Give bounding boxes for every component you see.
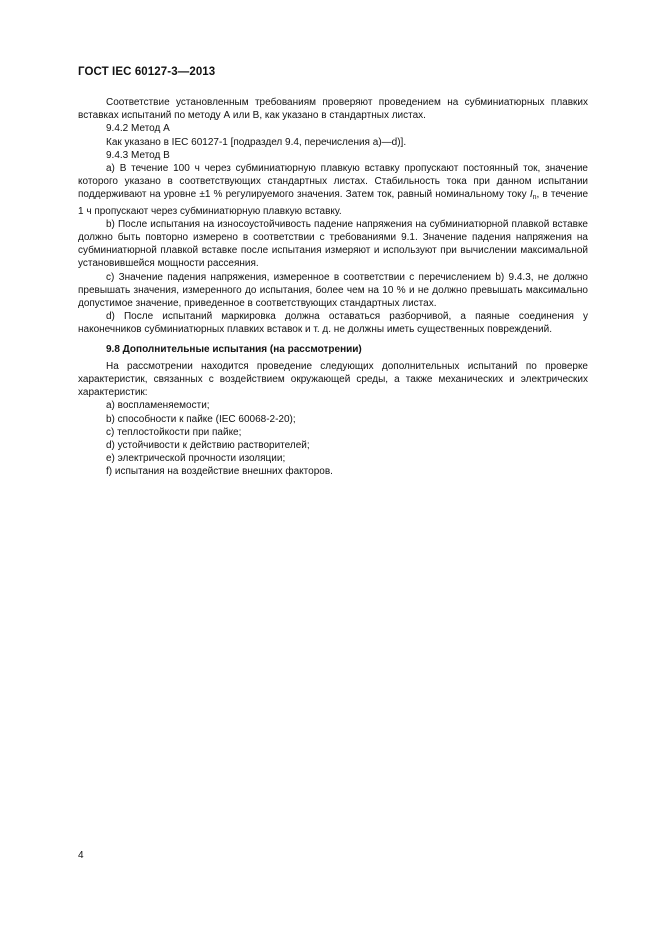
page-number: 4 [78,850,84,861]
method-b-item-a [78,162,588,218]
rated-current-symbol: I [529,189,533,201]
document-body [78,96,588,479]
list-item: с) теплостойкости при пайке; [106,426,242,438]
method-a-text: Как указано в IEC 60127-1 [подраздел 9.4, перечисления а)—d)]. [106,136,407,148]
method-b-item-d: d) После испытаний маркировка должна оставаться разборчивой, а паяные соединения у наконечников субминиатюрных плавких вставок и т. д. не должны иметь существенных повреждений. [78,311,588,336]
method-b-item-a-pre: а) В течение 100 ч через субминиатюрную плавкую вставку пропускают постоянный ток, значение которого указано в соответствующих стандартных листах. Стабильность тока при данном испытании поддерживают на уровне ±1 % регулируемого значения. Затем ток, равный номинальному току [78,163,588,201]
method-a-heading: 9.4.2 Метод А [106,123,170,135]
rated-current-subscript: n [532,194,537,202]
method-b-heading: 9.4.3 Метод В [106,149,170,161]
document-header: ГОСТ IEC 60127-3—2013 [78,66,216,78]
list-item: а) воспламеняемости; [106,400,210,412]
method-b-item-b: b) После испытания на износоустойчивость падение напряжения на субминиатюрной плавкой вставке должно быть повторно измерено в соответствии с требованиями 9.1. Значение падения напряжения на субминиатюрной плавкой вставке после испытания измеряют и используют при вычислении максимальной установившейся мощности рассеяния. [78,218,588,270]
section-9-8-title: 9.8 Дополнительные испытания (на рассмотрении) [106,343,362,355]
method-b-item-c: с) Значение падения напряжения, измеренное в соответствии с перечислением b) 9.4.3, не должно превышать значения, измеренного до испытания, более чем на 10 % и не должно превышать максимально допустимое значение, приведенное в соответствующих стандартных листах. [78,271,588,310]
section-9-8-intro: На рассмотрении находится проведение следующих дополнительных испытаний по проверке характеристик, связанных с воздействием окружающей среды, а также механических и электрических характеристик: [78,360,588,399]
paragraph-intro: Соответствие установленным требованиям проверяют проведением на субминиатюрных плавких вставках испытаний по методу А или В, как указано в стандартных листах. [78,97,588,122]
list-item: d) устойчивости к действию растворителей; [106,440,310,452]
method-b-item-a-post: , в течение 1 ч пропускают через субминиатюрную плавкую вставку. [78,189,589,217]
list-item: е) электрической прочности изоляции; [106,453,286,465]
list-item: f) испытания на воздействие внешних факторов. [106,466,333,478]
list-item: b) способности к пайке (IEC 60068-2-20); [106,413,296,425]
